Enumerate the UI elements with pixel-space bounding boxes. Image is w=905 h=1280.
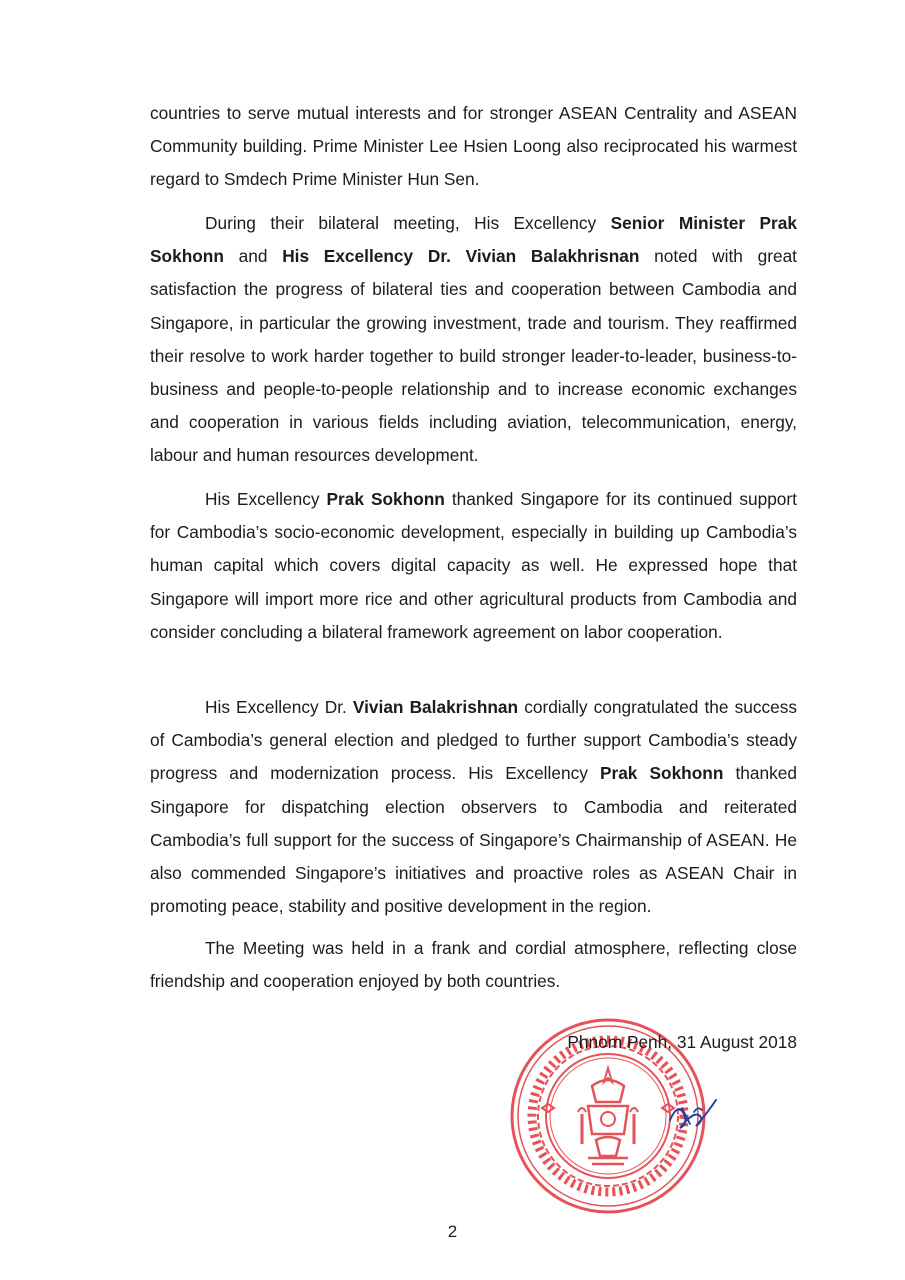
text-segment: During their bilateral meeting, His Excellency [205,213,611,233]
place-and-date: Phnom Penh, 31 August 2018 [567,1032,797,1052]
bold-name: Vivian Balakrishnan [352,697,519,717]
paragraph-3 [150,483,797,649]
text-segment: His Excellency Dr. [205,697,353,717]
signature-icon [660,1090,720,1140]
text-segment: noted with great satisfaction the progress of bilateral ties and cooperation between Cambodia and Singapore, in particular the growing investment, trade and tourism. They reaffirmed their resolve to work harder together to build stronger leader-to-leader, business-to-business and people-to-people relationship and to increase economic exchanges and cooperation in various fields including aviation, telecommunication, energy, labour and human resources development. [150,246,797,466]
paragraph-5 [150,932,797,998]
text-segment: cordially congratulated the success of Cambodia’s general election and pledged to further support Cambodia’s steady progress and modernization process. His Excellency [150,697,797,784]
bold-name: Senior Minister Prak Sokhonn [150,213,797,267]
page-number: 2 [447,1222,458,1241]
bold-name: Prak Sokhonn [599,763,724,784]
text-segment: thanked Singapore for its continued support for Cambodia’s socio-economic development, especially in building up Cambodia’s human capital which covers digital capacity as well. He expressed hope that Singapore will import more rice and other agricultural products from Cambodia and consider concluding a bilateral framework agreement on labor cooperation. [150,489,797,642]
text-segment: and [223,246,283,267]
paragraph-4 [150,691,797,923]
bold-name: His Excellency Dr. Vivian Balakhrisnan [282,246,640,267]
bold-name: Prak Sokhonn [326,489,445,509]
paragraph-2 [150,207,797,473]
paragraph-1 [150,97,797,197]
text-segment: The Meeting was held in a frank and cordial atmosphere, reflecting close friendship and cooperation enjoyed by both countries. [150,938,797,992]
text-segment: His Excellency [205,489,327,509]
text-segment: countries to serve mutual interests and for stronger ASEAN Centrality and ASEAN Community building. Prime Minister Lee Hsien Loong also reciprocated his warmest regard to Smdech Prime Minister Hun Sen. [150,103,797,190]
text-segment: thanked Singapore for dispatching election observers to Cambodia and reiterated Cambodia’s full support for the success of Singapore’s Chairmanship of ASEAN. He also commended Singapore’s initiatives and proactive roles as ASEAN Chair in promoting peace, stability and positive development in the region. [150,763,797,917]
